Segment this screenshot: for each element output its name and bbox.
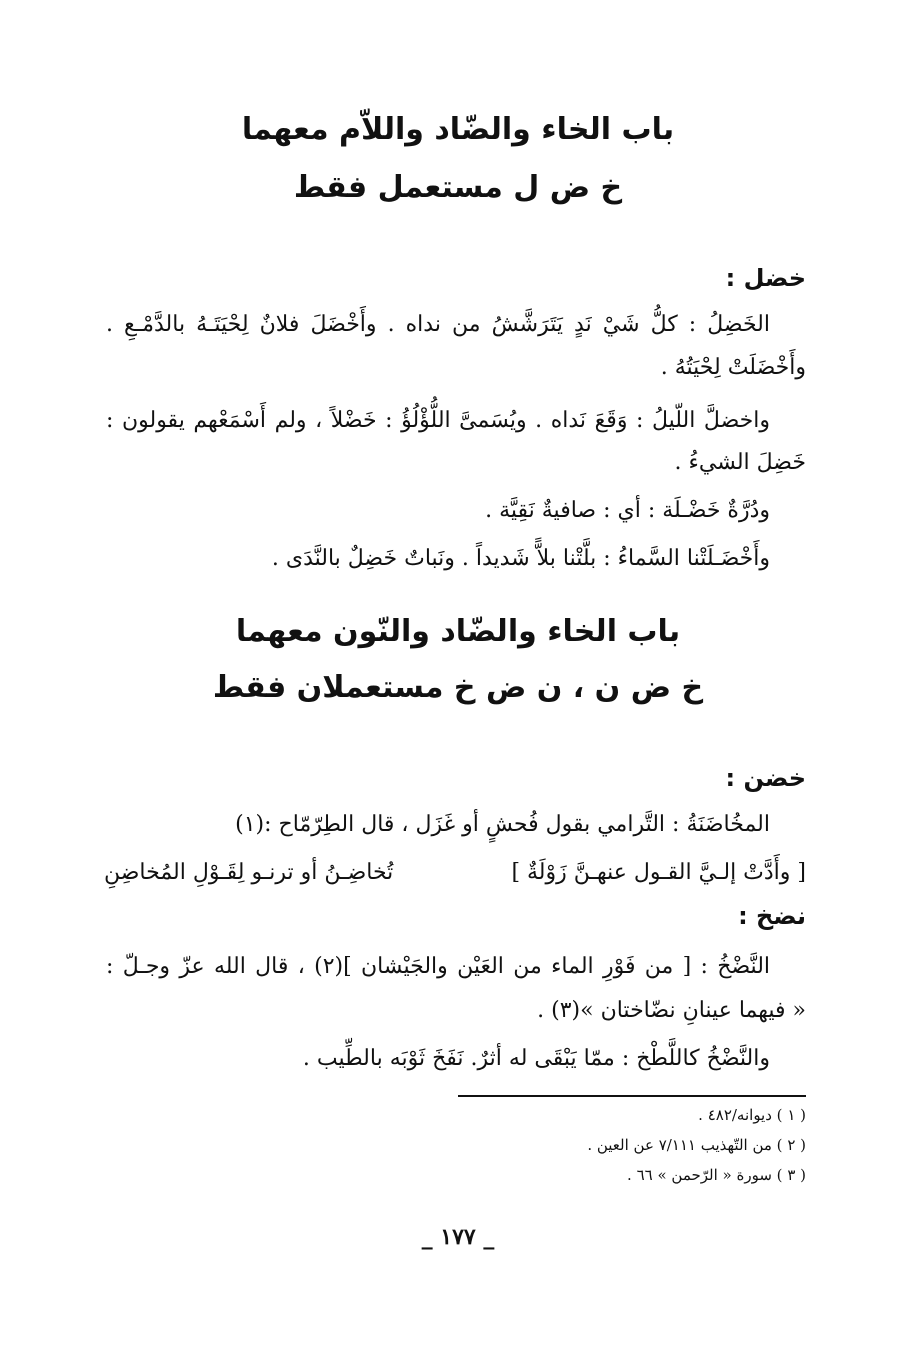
text-line: والنَّضْخُ كاللَّطْخ : ممّا يَبْقَى له أثرٌ. نَفَخَ ثَوْبَه بالطِّيب . xyxy=(302,1046,770,1071)
text-line: وأَخْضَلَتْ لِحْيَتُهُ . xyxy=(660,355,806,380)
entry-heading: خضل : xyxy=(725,264,806,292)
section-subtitle: خ ض ل مستعمل فقط xyxy=(293,170,623,205)
text-line: النَّضْخُ : [ من فَوْرِ الماء من العَيْن والجَيْشان ](٢) ، قال الله عزّ وجـلّ : xyxy=(106,954,771,979)
footnote-divider xyxy=(458,1095,806,1097)
footnote: ( ٣ ) سورة « الرّحمن » ٦٦ . xyxy=(627,1166,806,1184)
text-line: « فيهما عينانِ نضّاختان »(٣) . xyxy=(537,998,806,1023)
text-line: خَضِلَ الشيءُ . xyxy=(674,450,806,475)
entry-heading: خضن : xyxy=(725,764,806,792)
text-line: واخضلَّ اللّيلُ : وَقَعَ نَداه . ويُسَمىَّ اللُّؤْلُؤُ : خَضْلاً ، ولم أَسْمَعْهم يقولون : xyxy=(106,408,770,433)
text-line: ودُرَّةٌ خَضْـلَة : أي : صافيةٌ نَقِيَّة . xyxy=(485,498,770,523)
verse-first-hemistich: [ وأَدَّتْ إلـيَّ القـول عنهـنَّ زَوْلَةٌ ] xyxy=(511,860,806,885)
text-line: وأَخْضَـلَتْنا السَّماءُ : بلَّتْنا بلاًّ شَديداً . ونَباتٌ خَضِلٌ بالنَّدَى . xyxy=(271,546,770,571)
page-number: _ ١٧٧ _ xyxy=(421,1224,495,1250)
text-line: المخُاضَنَةُ : التَّرامي بقول فُحشٍ أو غَزَل ، قال الطِرّمّاح :(١) xyxy=(235,812,770,837)
footnote: ( ٢ ) من التّهذيب ٧/١١١ عن العين . xyxy=(587,1136,806,1154)
section-title: باب الخاء والضّاد واللاّم معهما xyxy=(241,112,675,147)
section-title: باب الخاء والضّاد والنّون معهما xyxy=(235,614,681,649)
entry-heading: نضخ : xyxy=(738,902,806,930)
text-line: الخَضِلُ : كلُّ شَيْ نَدٍ يَتَرَشَّشُ من نداه . وأَخْضَلَ فلانٌ لِحْيَتَـهُ بالدَّمْـعِ . xyxy=(106,312,770,337)
verse-second-hemistich: تُخاضِـنُ أو ترنـو لِقَـوْلِ المُخاضِنِ xyxy=(104,860,394,885)
footnote: ( ١ ) ديوانه/٤٨٢ . xyxy=(698,1106,806,1124)
section-subtitle: خ ض ن ، ن ض خ مستعملان فقط xyxy=(212,670,704,705)
